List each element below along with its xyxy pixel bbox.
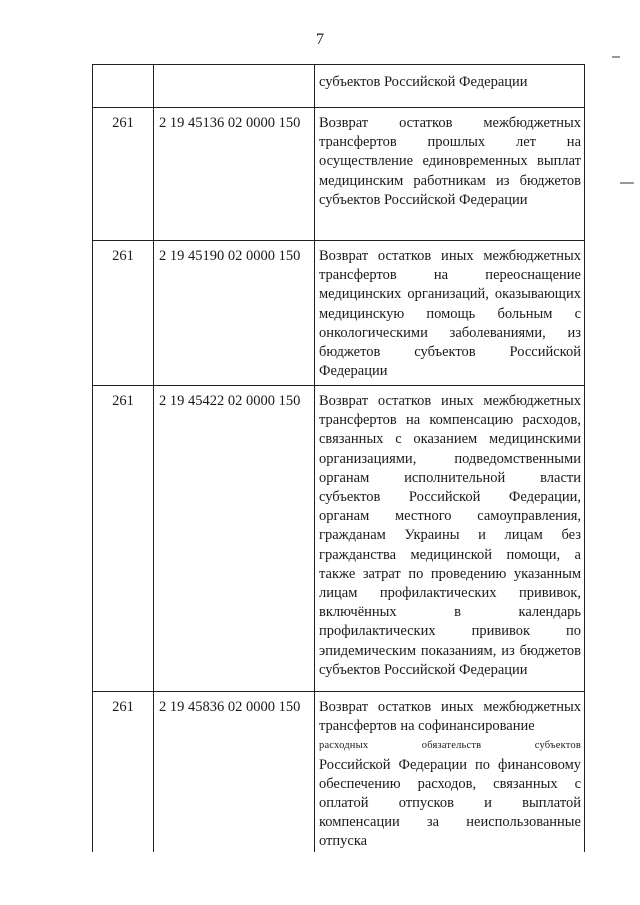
budget-code-cell: 2 19 45136 02 0000 150 xyxy=(154,108,315,241)
table-row xyxy=(93,386,585,692)
scan-artifact xyxy=(620,182,634,184)
scan-artifact xyxy=(612,56,620,58)
table-row xyxy=(93,692,585,852)
description-cell xyxy=(315,692,585,852)
description-cell: Возврат остатков иных межбюджетных трансфертов на компенсацию расходов, связанных с оказанием медицинскими организациями, подведомственными органам исполнительной власти субъектов Российской Федерации, органам местного самоуправления, гражданам Украины и лицам без гражданства медицинской помощи, а также затрат по проведению указанным лицам профилактических прививок, включённых в календарь профилактических прививок по эпидемическим показаниям, из бюджетов субъектов Российской Федерации xyxy=(315,386,585,692)
description-cell: Возврат остатков межбюджетных трансфертов прошлых лет на осуществление единовременных выплат медицинским работникам из бюджетов субъектов Российской Федерации xyxy=(315,108,585,241)
table-row xyxy=(93,108,585,241)
num-cell xyxy=(93,65,154,108)
admin-code-cell: 261 xyxy=(93,108,154,241)
table-row xyxy=(93,241,585,386)
budget-classification-table xyxy=(92,64,585,852)
page-number: 7 xyxy=(316,31,324,48)
budget-code-cell: 2 19 45836 02 0000 150 xyxy=(154,692,315,852)
admin-code-cell: 261 xyxy=(93,241,154,386)
description-text-part1: Возврат остатков иных межбюджетных трансфертов на софинансирование xyxy=(319,699,581,735)
description-cell: Возврат остатков иных межбюджетных трансфертов на переоснащение медицинских организаций, оказывающих медицинскую помощь больным с онкологическими заболеваниями, из бюджетов субъектов Российской Федерации xyxy=(315,241,585,386)
budget-code-cell: 2 19 45190 02 0000 150 xyxy=(154,241,315,386)
admin-code-cell: 261 xyxy=(93,692,154,852)
budget-code-cell: 2 19 45422 02 0000 150 xyxy=(154,386,315,692)
description-text-part2: Российской Федерации по финансовому обеспечению расходов, связанных с оплатой отпусков и выплатой компенсации за неиспользованные отпуска xyxy=(319,756,581,850)
table-row-continuation xyxy=(93,65,585,108)
admin-code-cell: 261 xyxy=(93,386,154,692)
description-cell: субъектов Российской Федерации xyxy=(315,65,585,108)
description-text-small: расходных обязательств субъектов xyxy=(319,740,581,752)
code-cell xyxy=(154,65,315,108)
